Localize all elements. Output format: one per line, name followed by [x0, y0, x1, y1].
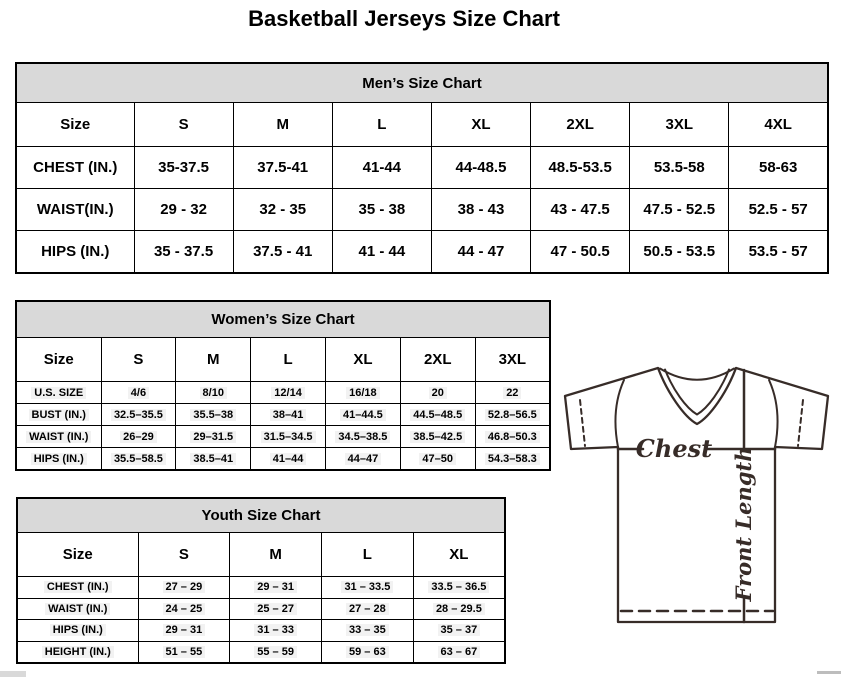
- size-cell: [400, 426, 475, 448]
- size-cell: [729, 231, 828, 274]
- size-cell-text: 53.5-58: [653, 159, 705, 176]
- size-cell: [413, 598, 505, 620]
- size-cell-text: 26–29: [120, 431, 157, 443]
- youth-size-chart-table: [16, 497, 506, 664]
- size-cell: [630, 147, 729, 189]
- size-cell-text: 41 - 44: [358, 243, 406, 260]
- size-cell: [475, 448, 550, 471]
- size-cell: [332, 147, 431, 189]
- size-cell-text: 33 – 35: [346, 624, 389, 636]
- mens-size-chart-table: [15, 62, 829, 274]
- column-header: XL: [431, 103, 530, 147]
- table-row: [17, 641, 505, 663]
- table-row: [16, 448, 550, 471]
- column-header: 2XL: [400, 338, 475, 382]
- table-row: [16, 382, 550, 404]
- column-header: Size: [16, 103, 134, 147]
- jersey-measurement-diagram: [555, 358, 837, 628]
- table-row: [16, 231, 828, 274]
- column-header: M: [176, 338, 251, 382]
- row-label: [17, 620, 138, 642]
- size-cell-text: 38 - 43: [457, 201, 505, 218]
- size-cell-text: 34.5–38.5: [335, 431, 390, 443]
- size-cell: [233, 189, 332, 231]
- table-title: Youth Size Chart: [17, 498, 505, 533]
- row-label-text: HIPS (IN.): [31, 453, 87, 465]
- size-cell-text: 44 - 47: [457, 243, 505, 260]
- size-cell: [251, 426, 326, 448]
- size-cell: [176, 426, 251, 448]
- size-cell: [251, 448, 326, 471]
- size-cell: [531, 189, 630, 231]
- size-cell-text: 47–50: [419, 453, 456, 465]
- size-cell: [729, 189, 828, 231]
- column-header: XL: [413, 533, 505, 577]
- size-cell-text: 16/18: [346, 387, 380, 399]
- size-cell-text: 29 - 32: [160, 201, 207, 218]
- size-cell-text: 47 - 50.5: [550, 243, 610, 260]
- size-cell: [322, 577, 414, 599]
- size-cell-text: 25 – 27: [254, 603, 297, 615]
- size-cell-text: 38–41: [270, 409, 307, 421]
- size-cell: [630, 189, 729, 231]
- size-cell: [230, 620, 322, 642]
- size-cell: [322, 620, 414, 642]
- size-cell-text: 38.5–41: [190, 453, 236, 465]
- size-cell-text: 50.5 - 53.5: [643, 243, 716, 260]
- size-cell: [101, 382, 176, 404]
- size-cell: [325, 404, 400, 426]
- size-cell-text: 22: [503, 387, 521, 399]
- table-row: [16, 147, 828, 189]
- table-row: [17, 620, 505, 642]
- size-cell-text: 44.5–48.5: [410, 409, 465, 421]
- column-header: S: [138, 533, 230, 577]
- size-cell: [230, 598, 322, 620]
- row-label: [17, 577, 138, 599]
- size-cell: [431, 189, 530, 231]
- row-label-text: BUST (IN.): [29, 409, 89, 421]
- size-cell: [630, 231, 729, 274]
- size-cell: [101, 426, 176, 448]
- size-cell: [138, 577, 230, 599]
- size-cell: [134, 147, 233, 189]
- size-cell: [400, 382, 475, 404]
- size-cell: [431, 231, 530, 274]
- size-cell-text: 55 – 59: [254, 646, 297, 658]
- size-cell-text: 37.5 - 41: [253, 243, 313, 260]
- size-cell-text: 31 – 33: [254, 624, 297, 636]
- size-cell: [176, 382, 251, 404]
- size-cell-text: 35 - 37.5: [153, 243, 214, 260]
- table-title-row: [16, 63, 828, 103]
- row-label: [17, 598, 138, 620]
- row-label: [16, 147, 134, 189]
- size-cell: [134, 231, 233, 274]
- collar-back-line: [660, 369, 734, 380]
- column-header: L: [322, 533, 414, 577]
- size-cell-text: 41-44: [362, 159, 402, 176]
- table-title: Women’s Size Chart: [16, 301, 550, 338]
- size-cell: [251, 404, 326, 426]
- size-cell-text: 24 – 25: [163, 603, 206, 615]
- size-cell: [325, 382, 400, 404]
- row-label-text: HIPS (IN.): [50, 624, 106, 636]
- table-head-row: [17, 533, 505, 577]
- row-label-text: WAIST (IN.): [45, 603, 110, 615]
- row-label-text: HEIGHT (IN.): [42, 646, 114, 658]
- size-cell-text: 53.5 - 57: [748, 243, 808, 260]
- size-cell-text: 12/14: [271, 387, 305, 399]
- size-cell-text: 59 – 63: [346, 646, 389, 658]
- column-header: XL: [325, 338, 400, 382]
- column-header: Size: [17, 533, 138, 577]
- row-label: [16, 231, 134, 274]
- column-header: Size: [16, 338, 101, 382]
- table-title-row: [17, 498, 505, 533]
- row-label: [16, 382, 101, 404]
- row-label: [16, 448, 101, 471]
- size-cell-text: 52.8–56.5: [485, 409, 540, 421]
- cuff-dashed-line-left: [580, 400, 585, 446]
- table-title: Men’s Size Chart: [16, 63, 828, 103]
- row-label-text: CHEST (IN.): [44, 581, 112, 593]
- column-header: 3XL: [475, 338, 550, 382]
- size-cell: [176, 404, 251, 426]
- size-cell-text: 31 – 33.5: [341, 581, 393, 593]
- column-header: S: [101, 338, 176, 382]
- size-cell: [332, 189, 431, 231]
- page-title: Basketball Jerseys Size Chart: [248, 6, 560, 31]
- size-cell-text: 29 – 31: [163, 624, 206, 636]
- row-label-text: U.S. SIZE: [31, 387, 86, 399]
- row-label: [16, 189, 134, 231]
- row-label-text: CHEST (IN.): [33, 159, 118, 176]
- size-cell-text: 41–44: [270, 453, 307, 465]
- size-cell: [233, 147, 332, 189]
- size-cell-text: 35.5–38: [190, 409, 236, 421]
- size-cell-text: 35 - 38: [358, 201, 406, 218]
- size-cell: [322, 598, 414, 620]
- row-label: [17, 641, 138, 663]
- column-header: M: [230, 533, 322, 577]
- chest-label: Chest: [635, 434, 713, 463]
- size-cell-text: 35.5–58.5: [111, 453, 166, 465]
- size-cell: [400, 404, 475, 426]
- size-cell: [531, 147, 630, 189]
- table-row: [17, 577, 505, 599]
- size-cell: [134, 189, 233, 231]
- size-cell-text: 52.5 - 57: [748, 201, 808, 218]
- armhole-seam-right: [769, 380, 777, 447]
- size-cell-text: 33.5 – 36.5: [428, 581, 489, 593]
- size-cell-text: 54.3–58.3: [485, 453, 540, 465]
- size-cell: [233, 231, 332, 274]
- table-head-row: [16, 338, 550, 382]
- size-cell-text: 20: [429, 387, 447, 399]
- table-row: [16, 404, 550, 426]
- size-cell-text: 32.5–35.5: [111, 409, 166, 421]
- horizontal-scrollbar-thumb-left[interactable]: [0, 671, 26, 677]
- size-cell: [325, 448, 400, 471]
- front-length-label: Front Length: [731, 446, 756, 602]
- size-cell-text: 35 – 37: [438, 624, 481, 636]
- size-cell-text: 46.8–50.3: [485, 431, 540, 443]
- size-cell: [531, 231, 630, 274]
- size-cell-text: 31.5–34.5: [261, 431, 316, 443]
- size-cell-text: 29 – 31: [254, 581, 297, 593]
- column-header: L: [251, 338, 326, 382]
- size-cell-text: 47.5 - 52.5: [643, 201, 716, 218]
- size-cell: [413, 577, 505, 599]
- table-title-row: [16, 301, 550, 338]
- size-cell: [431, 147, 530, 189]
- size-cell: [138, 641, 230, 663]
- row-label: [16, 404, 101, 426]
- column-header: 3XL: [630, 103, 729, 147]
- size-cell-text: 37.5-41: [257, 159, 309, 176]
- size-cell-text: 43 - 47.5: [550, 201, 610, 218]
- size-cell: [729, 147, 828, 189]
- size-cell: [413, 620, 505, 642]
- table-row: [16, 426, 550, 448]
- size-cell-text: 35-37.5: [158, 159, 209, 176]
- table-head-row: [16, 103, 828, 147]
- size-cell: [101, 448, 176, 471]
- size-cell-text: 63 – 67: [438, 646, 481, 658]
- row-label: [16, 426, 101, 448]
- horizontal-scrollbar-thumb-right[interactable]: [817, 671, 841, 674]
- size-cell-text: 51 – 55: [163, 646, 206, 658]
- size-cell-text: 44–47: [345, 453, 382, 465]
- size-cell: [138, 598, 230, 620]
- size-cell: [413, 641, 505, 663]
- cuff-dashed-line-right: [798, 400, 803, 446]
- column-header: S: [134, 103, 233, 147]
- size-cell-text: 48.5-53.5: [548, 159, 612, 176]
- size-cell-text: 4/6: [128, 387, 149, 399]
- size-cell: [332, 231, 431, 274]
- size-cell: [230, 641, 322, 663]
- size-cell: [325, 426, 400, 448]
- size-cell: [475, 404, 550, 426]
- size-cell-text: 27 – 29: [163, 581, 206, 593]
- row-label-text: HIPS (IN.): [41, 243, 110, 260]
- size-cell-text: 32 - 35: [259, 201, 307, 218]
- table-row: [16, 189, 828, 231]
- size-cell: [138, 620, 230, 642]
- size-cell-text: 28 – 29.5: [433, 603, 485, 615]
- row-label-text: WAIST(IN.): [36, 201, 114, 218]
- column-header: 2XL: [531, 103, 630, 147]
- armhole-seam-left: [616, 380, 624, 447]
- womens-size-chart-table: [15, 300, 551, 471]
- table-row: [17, 598, 505, 620]
- size-cell: [176, 448, 251, 471]
- size-cell-text: 41–44.5: [340, 409, 386, 421]
- size-cell-text: 27 – 28: [346, 603, 389, 615]
- size-cell: [101, 404, 176, 426]
- size-cell: [322, 641, 414, 663]
- column-header: L: [332, 103, 431, 147]
- size-cell: [251, 382, 326, 404]
- jersey-diagram-svg: [555, 358, 837, 628]
- size-cell: [475, 426, 550, 448]
- jersey-outline: [565, 368, 828, 622]
- size-cell-text: 8/10: [200, 387, 227, 399]
- size-cell-text: 58-63: [758, 159, 798, 176]
- size-cell-text: 38.5–42.5: [410, 431, 465, 443]
- column-header: 4XL: [729, 103, 828, 147]
- row-label-text: WAIST (IN.): [26, 431, 91, 443]
- size-cell-text: 29–31.5: [190, 431, 236, 443]
- size-cell: [475, 382, 550, 404]
- size-cell-text: 44-48.5: [455, 159, 507, 176]
- size-cell: [230, 577, 322, 599]
- column-header: M: [233, 103, 332, 147]
- collar-outer-line: [658, 368, 736, 424]
- size-cell: [400, 448, 475, 471]
